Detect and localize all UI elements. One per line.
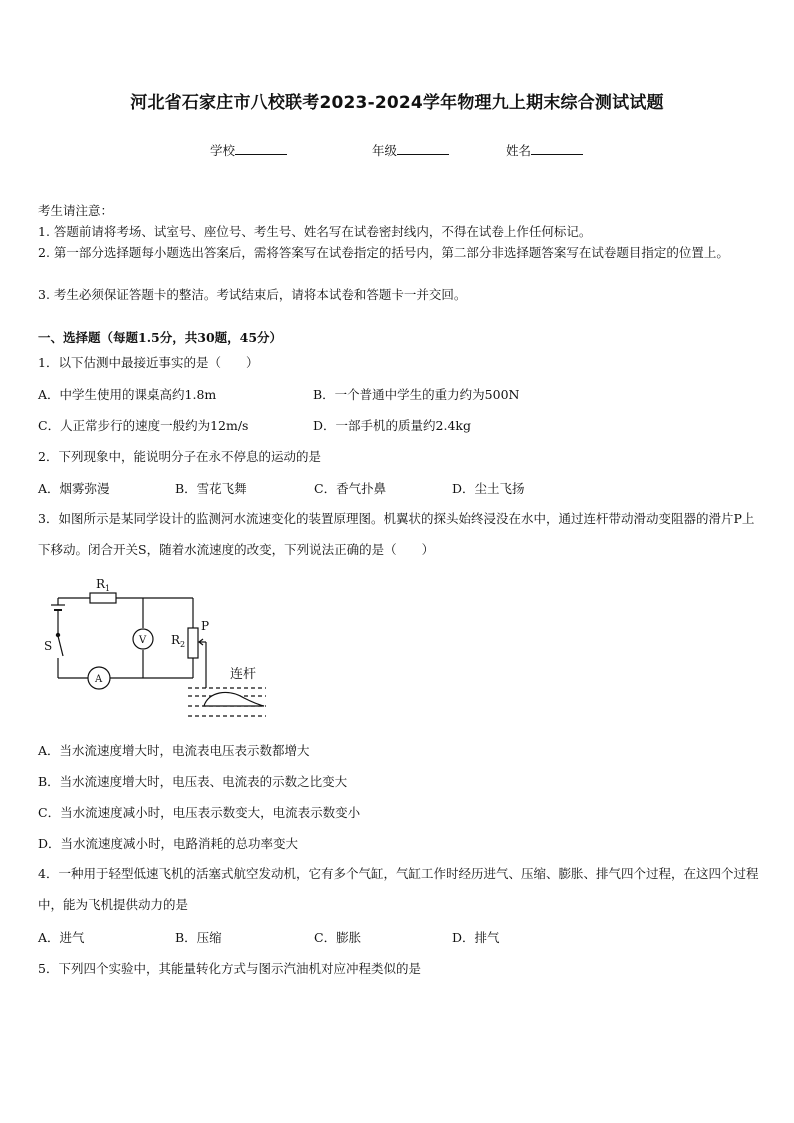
q1-stem: 1．以下估测中最接近事实的是（ ） bbox=[38, 355, 259, 370]
grade-blank[interactable] bbox=[397, 142, 449, 155]
q2-option-c[interactable]: C．香气扑鼻 bbox=[314, 481, 387, 496]
notice-item-1: 1. 答题前请将考场、试室号、座位号、考生号、姓名写在试卷密封线内，不得在试卷上作任何标记。 bbox=[38, 224, 592, 239]
q2-option-b[interactable]: B．雪花飞舞 bbox=[175, 481, 247, 496]
name-label: 姓名 bbox=[506, 143, 532, 158]
label-r2: $R_2$ bbox=[171, 633, 186, 649]
q1-option-d[interactable]: D．一部手机的质量约2.4kg bbox=[313, 418, 471, 433]
label-a: A bbox=[95, 674, 103, 685]
notice-item-2: 2. 第一部分选择题每小题选出答案后，需将答案写在试卷指定的括号内，第二部分非选择题答案写在试卷题目指定的位置上。 bbox=[38, 245, 729, 260]
q2-stem: 2．下列现象中，能说明分子在永不停息的运动的是 bbox=[38, 449, 321, 464]
section-heading: 一、选择题（每题1.5分，共30题，45分） bbox=[38, 330, 283, 345]
q4-option-a[interactable]: A．进气 bbox=[38, 930, 85, 945]
q3-option-c[interactable]: C．当水流速度减小时，电压表示数变大，电流表示数变小 bbox=[38, 805, 361, 820]
q3-option-a[interactable]: A．当水流速度增大时，电流表电压表示数都增大 bbox=[38, 743, 310, 758]
q4-option-d[interactable]: D．排气 bbox=[452, 930, 500, 945]
name-blank[interactable] bbox=[531, 142, 583, 155]
label-v: V bbox=[139, 635, 147, 646]
notice-item-3: 3. 考生必须保证答题卡的整洁。考试结束后，请将本试卷和答题卡一并交回。 bbox=[38, 287, 467, 302]
q1-option-c[interactable]: C．人正常步行的速度一般约为12m/s bbox=[38, 418, 249, 433]
q3-stem: 3．如图所示是某同学设计的监测河水流速变化的装置原理图。机翼状的探头始终浸没在水中，通过连杆带动滑动变阻器的滑片P上下移动。闭合开关S，随着水流速度的改变，下列说法正确的是（ ） bbox=[38, 511, 755, 557]
q2-option-d[interactable]: D．尘土飞扬 bbox=[452, 481, 525, 496]
school-field bbox=[210, 141, 287, 159]
notice-heading: 考生请注意： bbox=[38, 203, 114, 218]
grade-label: 年级 bbox=[372, 143, 398, 158]
q3-circuit-diagram bbox=[38, 572, 278, 728]
q1-option-a[interactable]: A．中学生使用的课桌高约1.8m bbox=[38, 387, 217, 402]
switch-s[interactable] bbox=[58, 636, 63, 656]
wing-probe bbox=[204, 692, 264, 706]
label-s: S bbox=[44, 639, 53, 653]
q2-option-a[interactable]: A．烟雾弥漫 bbox=[38, 481, 110, 496]
q3-option-b[interactable]: B．当水流速度增大时，电压表、电流表的示数之比变大 bbox=[38, 774, 348, 789]
resistor-r2 bbox=[188, 628, 198, 658]
label-r1: $R_1$ bbox=[96, 577, 111, 593]
q4-option-c[interactable]: C．膨胀 bbox=[314, 930, 362, 945]
school-blank[interactable] bbox=[235, 142, 287, 155]
q3-option-d[interactable]: D．当水流速度减小时，电路消耗的总功率变大 bbox=[38, 836, 299, 851]
name-field bbox=[506, 141, 583, 159]
school-label: 学校 bbox=[210, 143, 236, 158]
label-rod: 连杆 bbox=[230, 667, 257, 682]
label-p: P bbox=[201, 619, 210, 633]
q5-stem: 5．下列四个实验中，其能量转化方式与图示汽油机对应冲程类似的是 bbox=[38, 961, 421, 976]
q4-stem: 4．一种用于轻型低速飞机的活塞式航空发动机，它有多个气缸，气缸工作时经历进气、压缩、膨胀、排气四个过程，在这四个过程中，能为飞机提供动力的是 bbox=[38, 866, 759, 912]
resistor-r1 bbox=[90, 593, 116, 603]
exam-title: 河北省石家庄市八校联考2023-2024学年物理九上期末综合测试试题 bbox=[130, 93, 664, 113]
grade-field bbox=[372, 141, 449, 159]
q1-option-b[interactable]: B．一个普通中学生的重力约为500N bbox=[313, 387, 520, 402]
q4-option-b[interactable]: B．压缩 bbox=[175, 930, 222, 945]
